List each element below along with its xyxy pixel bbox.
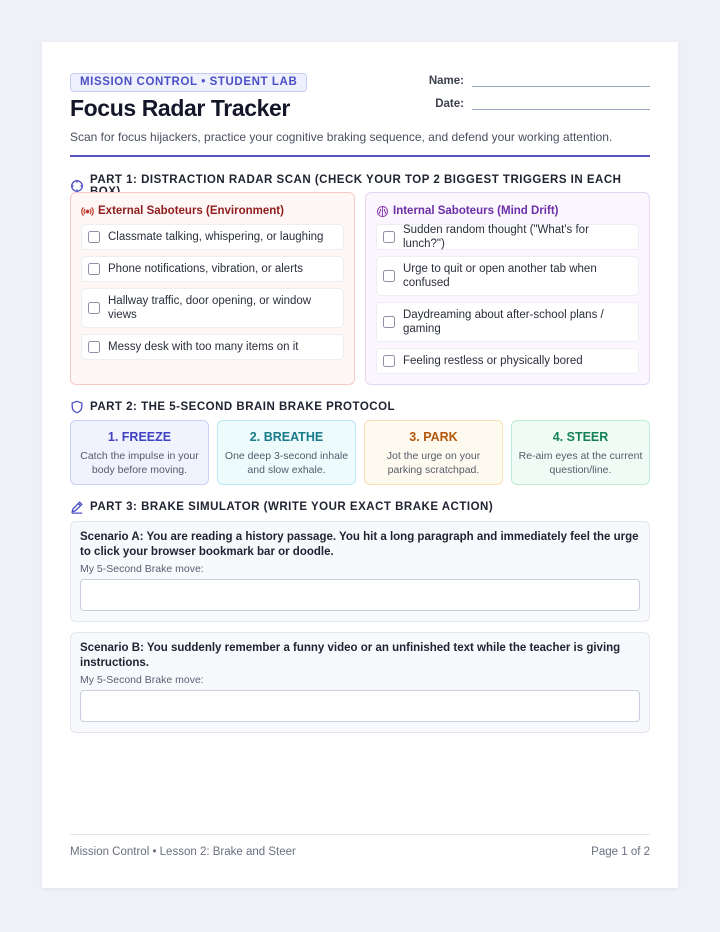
- trigger-option[interactable]: [81, 288, 344, 328]
- shield-icon: [70, 400, 84, 414]
- worksheet-header: [70, 73, 650, 157]
- checkbox[interactable]: [88, 341, 100, 353]
- trigger-text: Phone notifications, vibration, or alerts: [108, 263, 303, 275]
- step-title: 3. PARK: [409, 430, 458, 444]
- checkbox[interactable]: [383, 231, 395, 243]
- worksheet-content: [70, 73, 650, 686]
- step-title: 4. STEER: [552, 430, 609, 444]
- step-title: 1. FREEZE: [107, 430, 172, 444]
- trigger-text: Sudden random thought ("What's for lunch?"): [403, 224, 589, 250]
- date-row: [417, 96, 650, 110]
- internal-saboteurs-title: [376, 203, 639, 219]
- step-park: [364, 420, 503, 485]
- name-row: [417, 73, 650, 87]
- trigger-text: Urge to quit or open another tab when confused: [403, 263, 597, 289]
- checkbox[interactable]: [88, 231, 100, 243]
- step-desc: Catch the impulse in your body before moving.: [80, 450, 199, 476]
- trigger-text: Messy desk with too many items on it: [108, 341, 299, 353]
- checkbox[interactable]: [88, 302, 100, 314]
- part2-heading: [70, 400, 395, 414]
- trigger-option[interactable]: [376, 302, 639, 342]
- trigger-text: Daydreaming about after-school plans / gaming: [403, 309, 604, 335]
- trigger-text: Classmate talking, whispering, or laughing: [108, 231, 324, 243]
- step-desc: Jot the urge on your parking scratchpad.: [386, 450, 481, 476]
- scenario-prompt: Scenario B: You suddenly remember a funny video or an unfinished text while the teacher is giving instructions.: [80, 642, 621, 669]
- header-divider: [70, 155, 650, 157]
- external-saboteurs-title: [81, 203, 344, 219]
- trigger-option[interactable]: [81, 256, 344, 282]
- page-subtitle: Scan for focus hijackers, practice your cognitive braking sequence, and defend your working attention.: [70, 130, 613, 144]
- worksheet-page: [42, 42, 678, 888]
- brain-icon: [376, 205, 389, 218]
- date-label: Date:: [435, 98, 464, 110]
- brake-move-label: My 5-Second Brake move:: [80, 563, 204, 575]
- course-badge: MISSION CONTROL • STUDENT LAB: [70, 73, 307, 92]
- trigger-option[interactable]: [376, 224, 639, 250]
- trigger-text: Feeling restless or physically bored: [403, 355, 583, 367]
- trigger-text: Hallway traffic, door opening, or window views: [108, 295, 312, 321]
- checkbox[interactable]: [383, 316, 395, 328]
- external-saboteurs-box: [70, 192, 355, 385]
- page-number: Page 1 of 2: [591, 846, 650, 858]
- checkbox[interactable]: [88, 263, 100, 275]
- brake-steps: [70, 420, 650, 485]
- step-steer: [511, 420, 650, 485]
- trigger-option[interactable]: [376, 348, 639, 374]
- pencil-icon: [70, 500, 84, 514]
- step-desc: Re-aim eyes at the current question/line.: [518, 450, 643, 476]
- name-label: Name:: [428, 75, 464, 87]
- internal-title-text: Internal Saboteurs (Mind Drift): [393, 205, 559, 217]
- page-title: Focus Radar Tracker: [70, 95, 290, 121]
- signal-icon: [81, 205, 94, 218]
- checkbox[interactable]: [383, 270, 395, 282]
- internal-saboteurs-box: [365, 192, 650, 385]
- step-breathe: [217, 420, 356, 485]
- scenario-a-card: [70, 521, 650, 622]
- step-freeze: [70, 420, 209, 485]
- crosshair-icon: [70, 179, 84, 193]
- footer-lesson: Mission Control • Lesson 2: Brake and Steer: [70, 846, 296, 858]
- trigger-option[interactable]: [376, 256, 639, 296]
- page-footer: [70, 834, 650, 858]
- part2-heading-text: PART 2: THE 5-SECOND BRAIN BRAKE PROTOCOL: [90, 401, 396, 413]
- checkbox[interactable]: [383, 355, 395, 367]
- trigger-option[interactable]: [81, 334, 344, 360]
- part1-heading-text: PART 1: DISTRACTION RADAR SCAN (CHECK YOUR TOP 2 BIGGEST TRIGGERS IN EACH: [90, 174, 622, 186]
- date-field[interactable]: [472, 96, 650, 110]
- part3-heading-text: PART 3: BRAKE SIMULATOR (WRITE YOUR EXACT BRAKE ACTION): [90, 501, 494, 513]
- step-title: 2. BREATHE: [249, 430, 324, 444]
- scenario-b-card: [70, 632, 650, 733]
- brake-move-label: My 5-Second Brake move:: [80, 674, 204, 686]
- scenario-prompt: Scenario A: You are reading a history passage. You hit a long paragraph and immediately feel the urge to click your browser bookmark bar or doodle.: [80, 531, 639, 558]
- external-title-text: External Saboteurs (Environment): [98, 205, 284, 217]
- part3-heading: [70, 500, 493, 514]
- trigger-option[interactable]: [81, 224, 344, 250]
- brake-move-input[interactable]: [80, 690, 640, 722]
- brake-move-input[interactable]: [80, 579, 640, 611]
- name-field[interactable]: [472, 73, 650, 87]
- step-desc: One deep 3-second inhale and slow exhale.: [224, 450, 349, 476]
